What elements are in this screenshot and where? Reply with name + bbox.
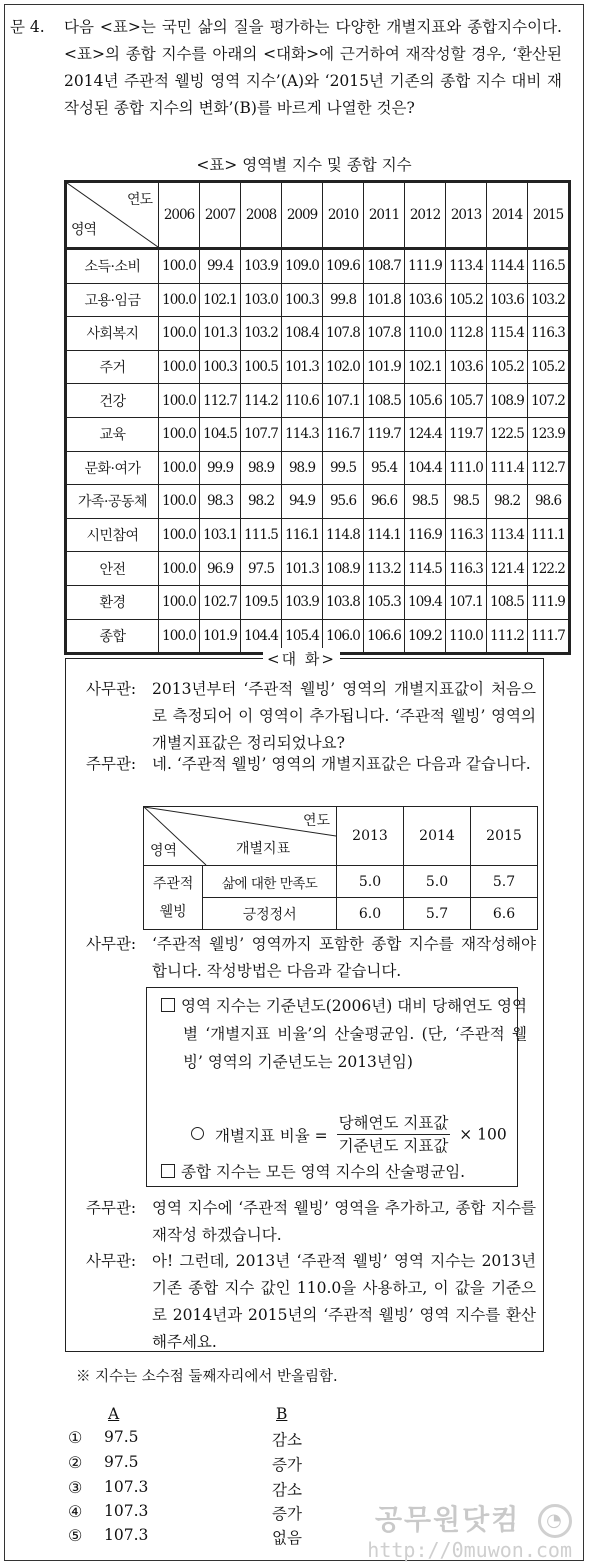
table-cell: 98.2 xyxy=(487,485,528,519)
table-cell: 99.8 xyxy=(323,283,364,317)
table-cell: 113.4 xyxy=(487,518,528,552)
table-cell: 116.9 xyxy=(405,518,446,552)
watermark-badge-icon: ◔ xyxy=(538,1504,572,1538)
table-cell: 122.5 xyxy=(487,417,528,451)
table-cell: 121.4 xyxy=(487,552,528,586)
table-cell: 100.0 xyxy=(159,384,200,418)
table-cell: 100.0 xyxy=(159,485,200,519)
dialog-text-3: ‘주관적 웰빙’ 영역까지 포함한 종합 지수를 재작성해야 합니다. 작성방법은 다음과 같습니다. xyxy=(152,935,536,980)
table-cell: 107.8 xyxy=(323,317,364,351)
sub-row-label: 긍정정서 xyxy=(203,898,337,930)
table-cell: 98.6 xyxy=(528,485,570,519)
table-cell: 111.9 xyxy=(528,585,570,619)
formula-label: 개별지표 비율 = xyxy=(214,1126,328,1145)
table-cell: 104.4 xyxy=(405,451,446,485)
sub-cell: 6.0 xyxy=(337,898,404,930)
table-row xyxy=(66,417,570,451)
table-cell: 103.6 xyxy=(405,283,446,317)
option-b-value: 감소 xyxy=(272,1481,302,1499)
checkbox-square-icon xyxy=(161,998,175,1012)
table-cell: 109.0 xyxy=(282,249,323,284)
table-cell: 119.7 xyxy=(364,417,405,451)
row-label: 고용·임금 xyxy=(66,283,159,317)
sub-table-header-row xyxy=(144,807,538,866)
question-text: 다음 <표>는 국민 삶의 질을 평가하는 다양한 개별지표와 종합지수이다. <표>의 종합 지수를 아래의 <대화>에 근거하여 재작성할 경우, ‘환산된 2014년 주관적 웰빙 영역 지수’(A)와 ‘2015년 기존의 종합 지수 대비 재작성된 종합 지수의 변화’(B)를 바르게 나열한 것은? xyxy=(64,18,562,117)
table-cell: 111.1 xyxy=(528,518,570,552)
table-cell: 100.0 xyxy=(159,451,200,485)
table-cell: 103.8 xyxy=(323,585,364,619)
row-label: 교육 xyxy=(66,417,159,451)
table-cell: 115.4 xyxy=(487,317,528,351)
sub-corner-year: 연도 xyxy=(302,813,330,829)
table-cell: 105.3 xyxy=(364,585,405,619)
rule-item-2 xyxy=(161,1160,465,1182)
table-cell: 119.7 xyxy=(446,417,487,451)
dialog-title: <대 화> xyxy=(263,648,340,669)
table-cell: 100.5 xyxy=(241,350,282,384)
circle-bullet-icon xyxy=(191,1127,204,1140)
option-a-value: 107.3 xyxy=(104,1478,149,1496)
sub-cell: 5.0 xyxy=(404,866,471,898)
table-cell: 105.4 xyxy=(282,619,323,654)
year-header: 2009 xyxy=(282,182,323,249)
row-label: 건강 xyxy=(66,384,159,418)
sub-group-label: 주관적 웰빙 xyxy=(144,866,203,930)
row-label: 문화·여가 xyxy=(66,451,159,485)
table-cell: 105.2 xyxy=(528,350,570,384)
table-cell: 101.9 xyxy=(200,619,241,654)
table-cell: 97.5 xyxy=(241,552,282,586)
table-cell: 116.3 xyxy=(446,518,487,552)
rule-formula xyxy=(191,1112,507,1157)
table-row xyxy=(66,485,570,519)
table-cell: 114.1 xyxy=(364,518,405,552)
table-cell: 96.6 xyxy=(364,485,405,519)
table-cell: 106.6 xyxy=(364,619,405,654)
table-cell: 105.7 xyxy=(446,384,487,418)
table-cell: 114.3 xyxy=(282,417,323,451)
table-cell: 105.2 xyxy=(446,283,487,317)
row-label: 가족·공동체 xyxy=(66,485,159,519)
table-cell: 103.9 xyxy=(241,249,282,284)
table-cell: 112.7 xyxy=(528,451,570,485)
option-number[interactable]: ④ xyxy=(68,1502,83,1521)
formula-numerator: 당해연도 지표값 xyxy=(337,1112,451,1135)
table-cell: 114.2 xyxy=(241,384,282,418)
watermark-text: 공무원닷컴 xyxy=(375,1503,521,1536)
table-cell: 110.0 xyxy=(446,619,487,654)
table-cell: 116.1 xyxy=(282,518,323,552)
table-cell: 122.2 xyxy=(528,552,570,586)
table-cell: 100.0 xyxy=(159,518,200,552)
table-cell: 101.9 xyxy=(364,350,405,384)
sub-row-label: 삶에 대한 만족도 xyxy=(203,866,337,898)
table-cell: 98.9 xyxy=(282,451,323,485)
table-cell: 108.9 xyxy=(487,384,528,418)
table-cell: 102.1 xyxy=(200,283,241,317)
table-cell: 109.2 xyxy=(405,619,446,654)
option-a-value: 97.5 xyxy=(104,1453,139,1471)
table-cell: 101.3 xyxy=(200,317,241,351)
table-cell: 103.6 xyxy=(487,283,528,317)
sub-cell: 5.0 xyxy=(337,866,404,898)
table-cell: 101.3 xyxy=(282,350,323,384)
year-header: 2014 xyxy=(487,182,528,249)
table-cell: 103.6 xyxy=(446,350,487,384)
table-cell: 109.4 xyxy=(405,585,446,619)
question-number: 문 4. xyxy=(10,18,45,36)
table-cell: 107.2 xyxy=(528,384,570,418)
table-cell: 111.7 xyxy=(528,619,570,654)
table-cell: 116.5 xyxy=(528,249,570,284)
table-cell: 107.1 xyxy=(323,384,364,418)
rounding-note: ※ 지수는 소수점 둘째자리에서 반올림함. xyxy=(76,1369,338,1385)
table-cell: 116.3 xyxy=(528,317,570,351)
table-cell: 98.5 xyxy=(446,485,487,519)
table-cell: 102.1 xyxy=(405,350,446,384)
table-cell: 100.0 xyxy=(159,585,200,619)
table-cell: 101.3 xyxy=(282,552,323,586)
table-cell: 110.0 xyxy=(405,317,446,351)
option-number[interactable]: ③ xyxy=(68,1478,83,1497)
table-cell: 112.8 xyxy=(446,317,487,351)
option-header-b: B xyxy=(276,1405,288,1423)
sub-corner-area: 영역 xyxy=(150,843,178,859)
year-header: 2011 xyxy=(364,182,405,249)
corner-label-area: 영역 xyxy=(71,222,97,238)
year-header: 2015 xyxy=(528,182,570,249)
table-cell: 98.2 xyxy=(241,485,282,519)
table-cell: 100.0 xyxy=(159,619,200,654)
option-header-a: A xyxy=(108,1405,120,1423)
table-cell: 116.7 xyxy=(323,417,364,451)
row-label: 시민참여 xyxy=(66,518,159,552)
table-cell: 112.7 xyxy=(200,384,241,418)
table-cell: 99.5 xyxy=(323,451,364,485)
row-label: 종합 xyxy=(66,619,159,654)
table-cell: 107.7 xyxy=(241,417,282,451)
table-cell: 95.6 xyxy=(323,485,364,519)
table-cell: 100.3 xyxy=(282,283,323,317)
table-cell: 114.8 xyxy=(323,518,364,552)
option-number[interactable]: ① xyxy=(68,1428,83,1447)
table-cell: 107.1 xyxy=(446,585,487,619)
table-cell: 100.3 xyxy=(200,350,241,384)
rule-text-1: 영역 지수는 기준년도(2006년) 대비 당해연도 영역별 ‘개별지표 비율’의 산술평균임. (단, ‘주관적 웰빙’ 영역의 기준년도는 2013년임) xyxy=(181,997,527,1071)
table-cell: 108.9 xyxy=(323,552,364,586)
dialog-text-2: 네. ‘주관적 웰빙’ 영역의 개별지표값은 다음과 같습니다. xyxy=(152,755,531,773)
table-cell: 103.2 xyxy=(241,317,282,351)
table-cell: 98.9 xyxy=(241,451,282,485)
sub-year-header: 2014 xyxy=(404,807,471,866)
dialog-text-5: 아! 그런데, 2013년 ‘주관적 웰빙’ 영역 지수는 2013년 기존 종합 지수 값인 110.0을 사용하고, 이 값을 기준으로 2014년과 2015년의 ‘주관적 웰빙’ 영역 지수를 환산해주세요. xyxy=(152,1252,536,1351)
table-cell: 108.5 xyxy=(487,585,528,619)
option-b-value: 증가 xyxy=(272,1505,302,1523)
speaker-label: 주무관: xyxy=(86,1199,137,1217)
table-cell: 124.4 xyxy=(405,417,446,451)
table-row xyxy=(66,249,570,284)
index-table xyxy=(64,180,571,655)
table-row xyxy=(66,585,570,619)
sub-year-header: 2013 xyxy=(337,807,404,866)
row-label: 소득·소비 xyxy=(66,249,159,284)
speaker-label: 사무관: xyxy=(86,1252,137,1270)
option-b-value: 감소 xyxy=(272,1431,302,1449)
year-header: 2006 xyxy=(159,182,200,249)
table-title: <표> 영역별 지수 및 종합 지수 xyxy=(196,156,412,174)
table-cell: 102.0 xyxy=(323,350,364,384)
sub-table-row xyxy=(144,866,538,898)
table-cell: 111.2 xyxy=(487,619,528,654)
sub-cell: 6.6 xyxy=(471,898,538,930)
sub-corner-indicator: 개별지표 xyxy=(236,841,291,857)
sub-table-row xyxy=(144,898,538,930)
watermark-url: http://0muwon.com xyxy=(367,1538,572,1562)
table-row xyxy=(66,317,570,351)
table-cell: 116.3 xyxy=(446,552,487,586)
table-cell: 100.0 xyxy=(159,317,200,351)
dialog-text-4: 영역 지수에 ‘주관적 웰빙’ 영역을 추가하고, 종합 지수를 재작성 하겠습니다. xyxy=(152,1199,536,1244)
formula-fraction xyxy=(337,1112,451,1157)
row-label: 주거 xyxy=(66,350,159,384)
year-header: 2013 xyxy=(446,182,487,249)
table-body xyxy=(66,249,570,654)
table-cell: 100.0 xyxy=(159,283,200,317)
table-cell: 105.2 xyxy=(487,350,528,384)
table-cell: 108.5 xyxy=(364,384,405,418)
table-cell: 103.9 xyxy=(282,585,323,619)
table-row xyxy=(66,283,570,317)
table-cell: 107.8 xyxy=(364,317,405,351)
table-cell: 123.9 xyxy=(528,417,570,451)
speaker-label: 사무관: xyxy=(86,680,137,698)
table-cell: 102.7 xyxy=(200,585,241,619)
table-cell: 113.4 xyxy=(446,249,487,284)
table-cell: 109.5 xyxy=(241,585,282,619)
table-cell: 95.4 xyxy=(364,451,405,485)
table-corner-cell xyxy=(66,182,159,249)
table-cell: 104.4 xyxy=(241,619,282,654)
speaker-label: 사무관: xyxy=(86,935,137,953)
year-header: 2012 xyxy=(405,182,446,249)
table-cell: 105.6 xyxy=(405,384,446,418)
table-row xyxy=(66,451,570,485)
wellbeing-table xyxy=(143,806,538,930)
option-b-value: 증가 xyxy=(272,1456,302,1474)
table-cell: 103.2 xyxy=(528,283,570,317)
option-b-value: 없음 xyxy=(272,1529,302,1547)
table-cell: 111.9 xyxy=(405,249,446,284)
table-row xyxy=(66,518,570,552)
table-cell: 101.8 xyxy=(364,283,405,317)
option-number[interactable]: ⑤ xyxy=(68,1526,83,1545)
watermark-logo xyxy=(375,1498,572,1538)
speaker-label: 주무관: xyxy=(86,755,137,773)
dialog-text-1: 2013년부터 ‘주관적 웰빙’ 영역의 개별지표값이 처음으로 측정되어 이 영역이 추가됩니다. ‘주관적 웰빙’ 영역의 개별지표값은 정리되었나요? xyxy=(152,680,536,752)
table-row xyxy=(66,350,570,384)
year-header: 2008 xyxy=(241,182,282,249)
row-label: 안전 xyxy=(66,552,159,586)
rule-text-2: 종합 지수는 모든 영역 지수의 산술평균임. xyxy=(181,1163,466,1181)
table-cell: 111.4 xyxy=(487,451,528,485)
row-label: 환경 xyxy=(66,585,159,619)
table-cell: 108.7 xyxy=(364,249,405,284)
table-cell: 103.1 xyxy=(200,518,241,552)
table-cell: 103.0 xyxy=(241,283,282,317)
sub-cell: 5.7 xyxy=(471,866,538,898)
table-cell: 104.5 xyxy=(200,417,241,451)
sub-cell: 5.7 xyxy=(404,898,471,930)
formula-denominator: 기준년도 지표값 xyxy=(338,1137,449,1155)
rule-box xyxy=(146,987,527,1187)
table-cell: 111.5 xyxy=(241,518,282,552)
table-cell: 108.4 xyxy=(282,317,323,351)
table-header-row xyxy=(66,182,570,249)
table-row xyxy=(66,552,570,586)
table-cell: 109.6 xyxy=(323,249,364,284)
rule-item-1 xyxy=(161,992,527,1076)
table-cell: 110.6 xyxy=(282,384,323,418)
formula-multiplier: × 100 xyxy=(459,1125,507,1144)
table-cell: 106.0 xyxy=(323,619,364,654)
table-cell: 100.0 xyxy=(159,552,200,586)
sub-year-header: 2015 xyxy=(471,807,538,866)
table-cell: 96.9 xyxy=(200,552,241,586)
table-cell: 98.3 xyxy=(200,485,241,519)
option-a-value: 107.3 xyxy=(104,1502,149,1520)
table-cell: 94.9 xyxy=(282,485,323,519)
table-cell: 100.0 xyxy=(159,417,200,451)
option-number[interactable]: ② xyxy=(68,1453,83,1472)
table-cell: 114.4 xyxy=(487,249,528,284)
year-header: 2010 xyxy=(323,182,364,249)
year-header: 2007 xyxy=(200,182,241,249)
table-row xyxy=(66,384,570,418)
table-cell: 98.5 xyxy=(405,485,446,519)
table-cell: 100.0 xyxy=(159,249,200,284)
row-label: 사회복지 xyxy=(66,317,159,351)
corner-label-year: 연도 xyxy=(126,192,152,208)
table-cell: 99.9 xyxy=(200,451,241,485)
table-cell: 100.0 xyxy=(159,350,200,384)
option-a-value: 107.3 xyxy=(104,1526,149,1544)
table-cell: 114.5 xyxy=(405,552,446,586)
checkbox-square-icon xyxy=(161,1164,175,1178)
option-a-value: 97.5 xyxy=(104,1428,139,1446)
table-cell: 111.0 xyxy=(446,451,487,485)
table-cell: 99.4 xyxy=(200,249,241,284)
sub-table-corner-cell xyxy=(144,807,337,866)
table-cell: 113.2 xyxy=(364,552,405,586)
